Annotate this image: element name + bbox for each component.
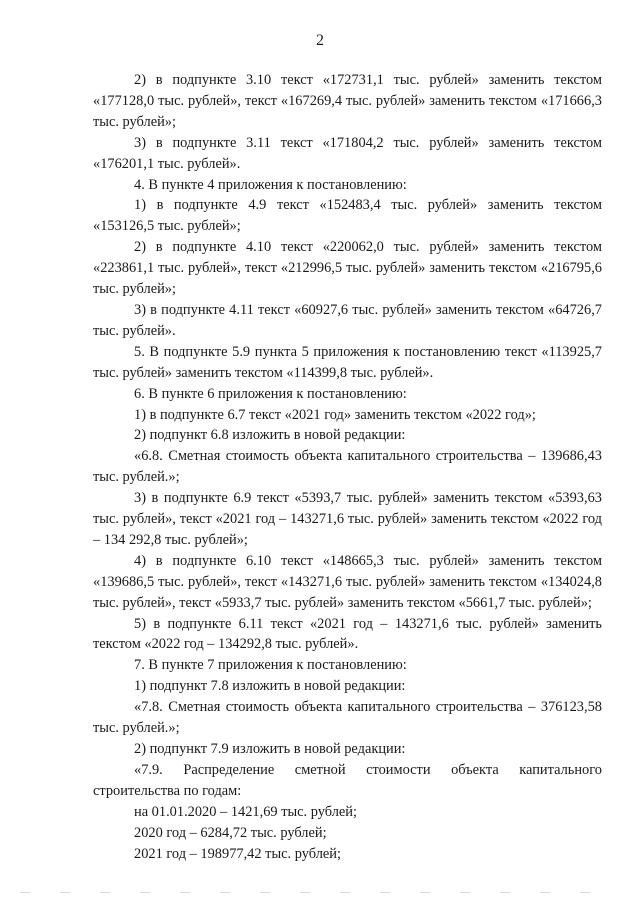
document-body (93, 70, 602, 864)
paragraph-item-5: 5. В подпункте 5.9 пункта 5 приложения к постановлению текст «113925,7 тыс. рублей» заменить текстом «114399,8 тыс. рублей». (93, 343, 602, 381)
paragraph-item-6-heading: 6. В пункте 6 приложения к постановлению: (134, 385, 407, 402)
paragraph-4-11: 3) в подпункте 4.11 текст «60927,6 тыс. рублей» заменить текстом «64726,7 тыс. рублей». (93, 301, 602, 339)
paragraph-7-9-line-2021: 2021 год – 198977,42 тыс. рублей; (134, 845, 341, 862)
paragraph-item-7-heading: 7. В пункте 7 приложения к постановлению: (134, 657, 407, 674)
paragraph-7-9-line-2020: 2020 год – 6284,72 тыс. рублей; (134, 824, 327, 841)
paragraph-6-7: 1) в подпункте 6.7 текст «2021 год» заменить текстом «2022 год»; (134, 406, 536, 423)
paragraph-4-10: 2) в подпункте 4.10 текст «220062,0 тыс. рублей» заменить текстом «223861,1 тыс. рублей», текст «212996,5 тыс. рублей» заменить текстом «216795,6 тыс. рублей»; (93, 239, 602, 298)
paragraph-6-11: 5) в подпункте 6.11 текст «2021 год – 143271,6 тыс. рублей» заменить текстом «2022 год – 134292,8 тыс. рублей». (93, 615, 602, 653)
paragraph-3-10: 2) в подпункте 3.10 текст «172731,1 тыс. рублей» заменить текстом «177128,0 тыс. рублей», текст «167269,4 тыс. рублей» заменить текстом «171666,3 тыс. рублей»; (93, 72, 602, 130)
paragraph-7-9-intro: 2) подпункт 7.9 изложить в новой редакции: (134, 741, 406, 757)
paragraph-6-8-intro: 2) подпункт 6.8 изложить в новой редакции: (134, 427, 406, 444)
scan-artifact-line (20, 892, 620, 893)
paragraph-7-9-line-2020-start: на 01.01.2020 – 1421,69 тыс. рублей; (134, 803, 357, 820)
paragraph-7-8-text: «7.8. Сметная стоимость объекта капитального строительства – 376123,58 тыс. рублей.»; (93, 699, 602, 737)
paragraph-3-11: 3) в подпункте 3.11 текст «171804,2 тыс. рублей» заменить текстом «176201,1 тыс. рублей». (93, 134, 602, 172)
paragraph-7-9-text: «7.9. Распределение сметной стоимости объекта капитального строительства по годам: (93, 761, 602, 799)
paragraph-6-9: 3) в подпункте 6.9 текст «5393,7 тыс. рублей» заменить текстом «5393,63 тыс. рублей», текст «2021 год – 143271,6 тыс. рублей» заменить текстом «2022 год – 134 292,8 тыс. рублей»; (93, 490, 602, 548)
paragraph-4-9: 1) в подпункте 4.9 текст «152483,4 тыс. рублей» заменить текстом «153126,5 тыс. рублей»; (93, 197, 602, 235)
paragraph-7-8-intro: 1) подпункт 7.8 изложить в новой редакции: (134, 678, 406, 695)
page-number: 2 (316, 32, 324, 49)
paragraph-6-10: 4) в подпункте 6.10 текст «148665,3 тыс. рублей» заменить текстом «139686,5 тыс. рублей», текст «143271,6 тыс. рублей» заменить текстом «134024,8 тыс. рублей», текст «5933,7 тыс. рублей» заменить текстом «5661,7 тыс. рублей»; (93, 552, 602, 611)
paragraph-item-4-heading: 4. В пункте 4 приложения к постановлению: (134, 176, 407, 193)
paragraph-6-8-text: «6.8. Сметная стоимость объекта капитального строительства – 139686,43 тыс. рублей.»; (93, 448, 602, 486)
